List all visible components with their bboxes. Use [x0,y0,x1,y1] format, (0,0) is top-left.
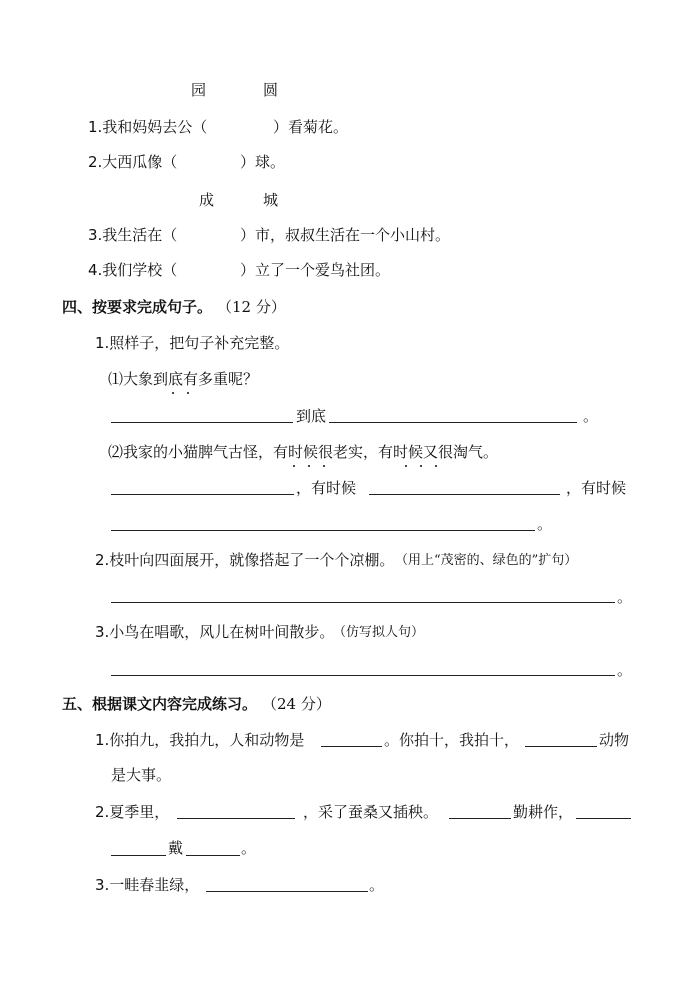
emphasis-dot [323,465,325,467]
answer-blank[interactable] [525,746,597,747]
question-4-3-note: （仿写拟人句） [333,625,425,640]
question-5-2-part1: 2.夏季里， [95,803,170,821]
choice-char-1: 园 [191,81,207,99]
answer-blank[interactable] [177,818,295,819]
question-3-2-prefix: 2.大西瓜像（ [88,153,178,171]
section-4-heading: 四、按要求完成句子。 [62,298,213,316]
choice-char-3: 成 [199,191,215,209]
sentence-end: 。 [617,661,633,679]
answer-blank[interactable] [321,746,382,747]
answer-blank[interactable] [449,818,511,819]
choice-char-4: 城 [263,191,279,209]
answer-blank[interactable] [111,855,166,856]
example-sentence-1: ⑴大象到底有多重呢？ [108,370,259,388]
emphasis-dot [293,465,295,467]
sentence-end: 。 [583,407,599,425]
section-4-score: （12 分） [217,298,286,316]
question-5-1-part2: 。你拍十，我拍十， [384,731,520,749]
question-5-2-part2: ，采了蚕桑又插秧。 [303,803,439,821]
answer-blank[interactable] [369,494,560,495]
answer-blank[interactable] [111,530,535,531]
question-4-2-text: 2.枝叶向四面展开，就像搭起了一个个凉棚。 [95,551,395,569]
question-3-1-suffix: ）看菊花。 [273,118,349,136]
question-3-3-suffix: ）市，叔叔生活在一个小山村。 [240,226,451,244]
answer-blank[interactable] [576,818,631,819]
emphasis-dot [308,465,310,467]
emphasis-dot [435,465,437,467]
emphasis-dot [420,465,422,467]
question-5-1-part3: 动物 [599,731,630,749]
question-3-1-prefix: 1.我和妈妈去公（ [88,118,208,136]
emphasis-dot [405,465,407,467]
fill-word-daodi: 到底 [296,407,327,425]
answer-blank[interactable] [111,675,615,676]
section-5-score: （24 分） [262,695,331,713]
question-3-2-suffix: ）球。 [240,153,286,171]
sentence-end: 。 [537,515,553,533]
answer-blank[interactable] [206,891,368,892]
question-5-2-line2-end: 。 [241,839,257,857]
question-3-4-suffix: ）立了一个爱鸟社团。 [240,261,391,279]
question-5-1-line2: 是大事。 [111,766,172,784]
answer-blank[interactable] [111,494,294,495]
question-5-3-part1: 3.一畦春韭绿， [95,876,200,894]
example-sentence-2: ⑵我家的小猫脾气古怪，有时候很老实，有时候又很淘气。 [108,443,499,461]
question-5-2-line2-mid: 戴 [168,839,184,857]
answer-blank[interactable] [111,602,615,603]
answer-blank[interactable] [329,422,577,423]
emphasis-dot [172,392,174,394]
section-5-heading: 五、根据课文内容完成练习。 [62,695,258,713]
question-4-2-note: （用上“茂密的、绿色的”扩句） [395,553,578,568]
sentence-end: 。 [617,588,633,606]
sentence-end: 。 [369,876,385,894]
emphasis-dot [187,392,189,394]
question-4-3-text: 3.小鸟在唱歌，风儿在树叶间散步。 [95,623,335,641]
question-5-1-part1: 1.你拍九，我拍九，人和动物是 [95,731,305,749]
question-3-4-prefix: 4.我们学校（ [88,261,178,279]
question-3-3-prefix: 3.我生活在（ [88,226,178,244]
question-4-1-title: 1.照样子，把句子补充完整。 [95,334,290,352]
fill-word-youshihou: ，有时候 [296,479,357,497]
answer-blank[interactable] [111,422,293,423]
fill-word-youshihou-2: ，有时候 [566,479,627,497]
answer-blank[interactable] [186,855,240,856]
question-5-2-part3: 勤耕作， [513,803,574,821]
choice-char-2: 圆 [263,81,279,99]
